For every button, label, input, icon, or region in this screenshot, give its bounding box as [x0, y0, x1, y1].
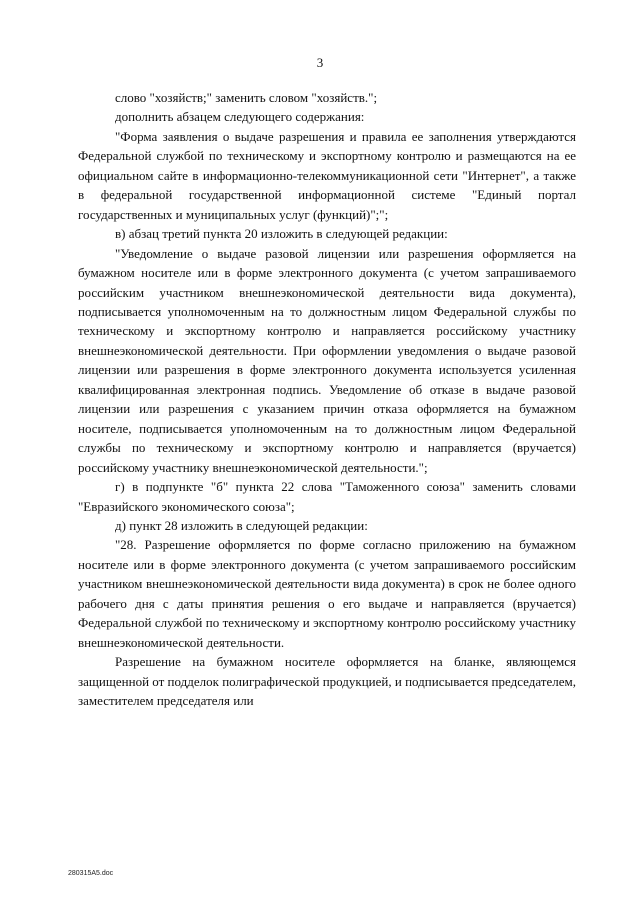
paragraph-item-g: г) в подпункте "б" пункта 22 слова "Таможенного союза" заменить словами "Евразийского экономического союза";	[78, 479, 576, 514]
paragraph-item-d: д) пункт 28 изложить в следующей редакции:	[115, 517, 368, 533]
paragraph-paper-permit: Разрешение на бумажном носителе оформляется на бланке, являющемся защищенной от подделок полиграфической продукцией, и подписывается председателем, заместителем председателя или	[78, 654, 576, 709]
page-number: 3	[316, 55, 324, 70]
paragraph-item-v: в) абзац третий пункта 20 изложить в следующей редакции:	[115, 226, 448, 242]
document-body	[78, 88, 576, 711]
paragraph-clause-28: "28. Разрешение оформляется по форме согласно приложению на бумажном носителе или в форме электронного документа (с учетом запрашиваемого российским участником внешнеэкономической деятельности вида документа) в срок не более одного рабочего дня с даты принятия решения о его выдаче и направляется (вручается) Федеральной службой по техническому и экспортному контролю российскому участнику внешнеэкономической деятельности.	[78, 537, 576, 650]
footer-file-code: 280315A5.doc	[68, 870, 114, 877]
paragraph-add-clause: дополнить абзацем следующего содержания:	[115, 109, 365, 125]
paragraph-application-form: "Форма заявления о выдаче разрешения и правила ее заполнения утверждаются Федеральной службой по техническому и экспортному контролю и размещаются на ее официальном сайте в информационно-телекоммуникационной сети "Интернет", а также в федеральной государственной информационной системе "Единый портал государственных и муниципальных услуг (функций)";";	[78, 128, 576, 222]
paragraph-notification: "Уведомление о выдаче разовой лицензии или разрешения оформляется на бумажном носителе или в форме электронного документа (с учетом запрашиваемого российским участником внешнеэкономической деятельности вида документа), подписывается уполномоченным на то должностным лицом Федеральной службы по техническому и экспортному контролю и направляется российскому участнику внешнеэкономической деятельности. При оформлении уведомления о выдаче разовой лицензии или разрешения в форме электронного документа используется усиленная квалифицированная электронная подпись. Уведомление об отказе в выдаче разовой лицензии или разрешения с указанием причин отказа оформляется на бумажном носителе, подписывается уполномоченным на то должностным лицом Федеральной службы по техническому и экспортному контролю и направляется (вручается) российскому участнику внешнеэкономической деятельности.";	[78, 245, 576, 475]
paragraph-word-replacement: слово "хозяйств;" заменить словом "хозяйств.";	[115, 90, 378, 105]
